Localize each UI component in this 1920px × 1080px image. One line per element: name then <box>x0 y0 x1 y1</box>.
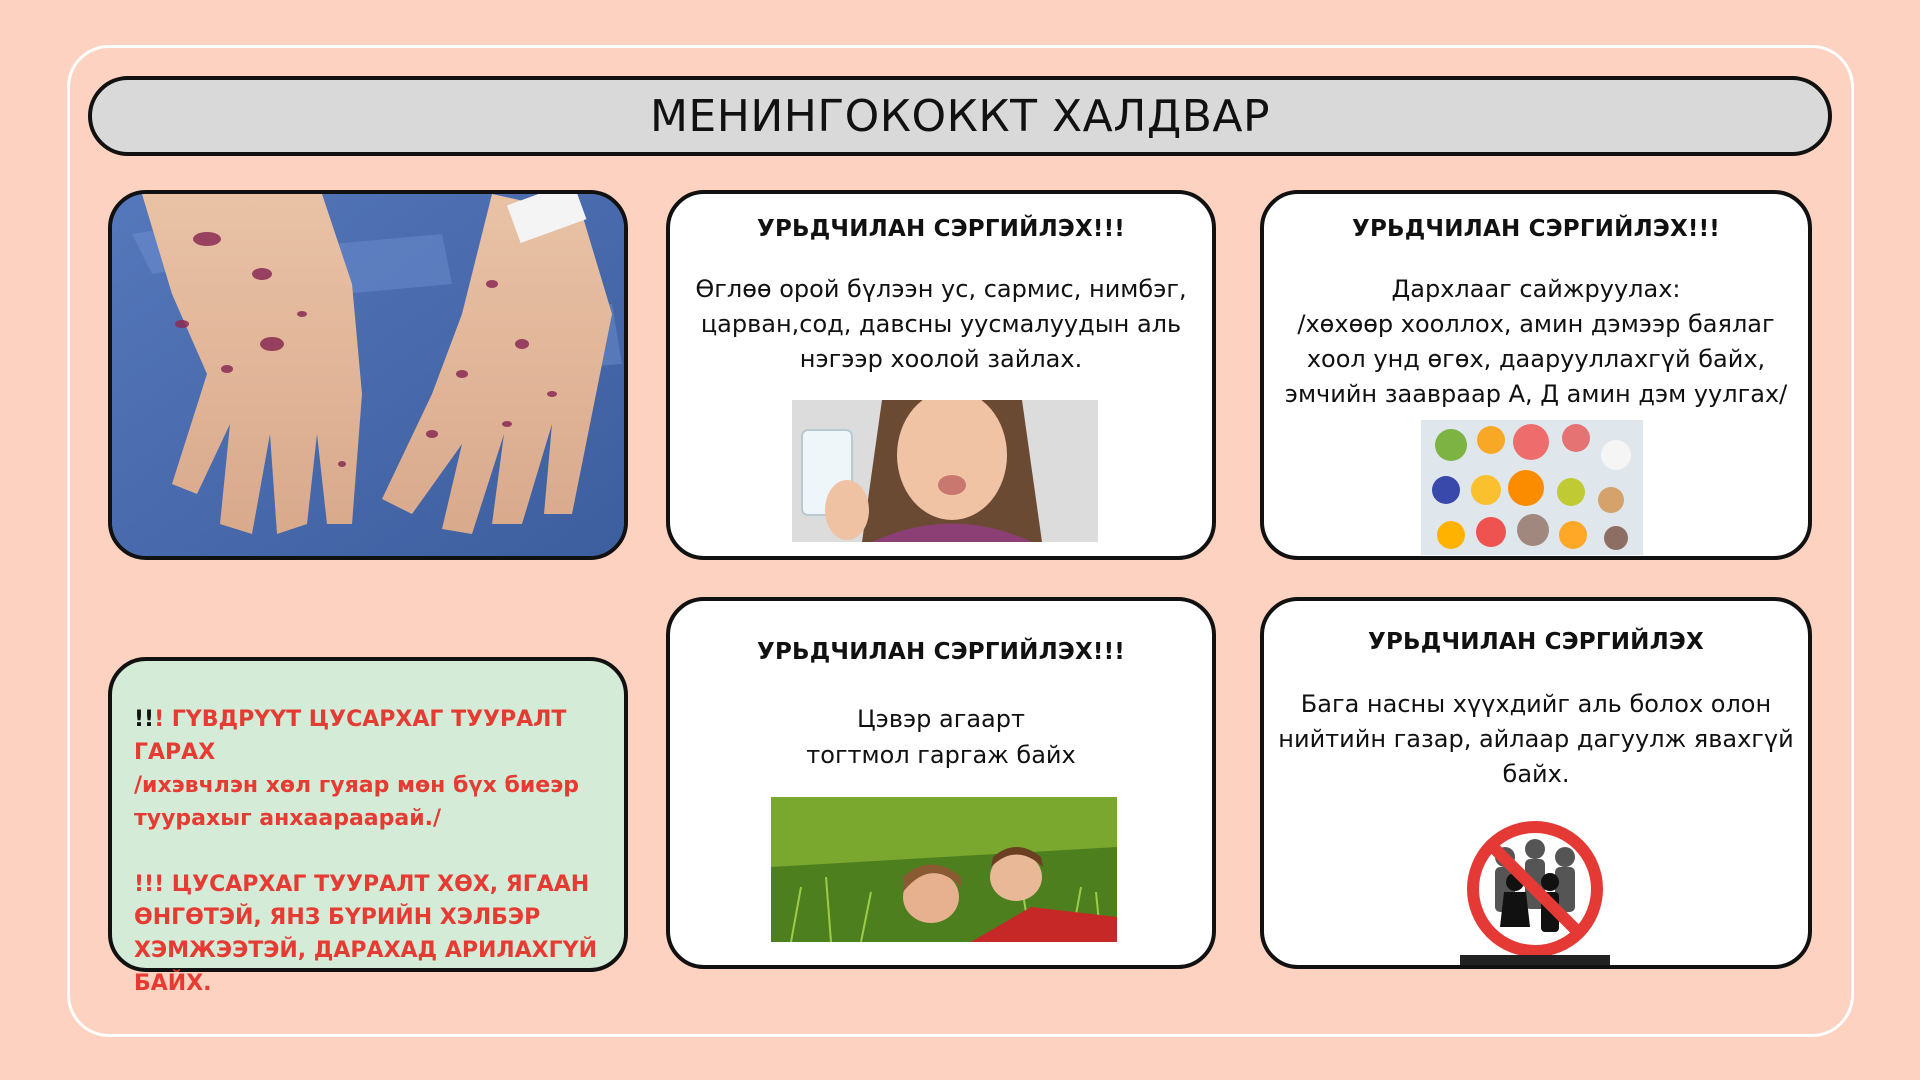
card-heading: УРЬДЧИЛАН СЭРГИЙЛЭХ!!! <box>757 216 1125 242</box>
card-body: Дархлааг сайжруулах: /хөхөөр хооллох, амин дэмээр баялаг хоол унд өгөх, даарууллахгүй байх, эмчийн заавраар А, Д амин дэм уулгах/ <box>1284 275 1788 408</box>
fruits-vitamins-photo <box>1421 420 1643 555</box>
children-on-grass-photo <box>771 797 1117 942</box>
warning-line-2: !!! ЦУСАРХАГ ТУУРАЛТ ХӨХ, ЯГААН ӨНГӨТЭЙ, ЯНЗ БҮРИЙН ХЭЛБЭР ХЭМЖЭЭТЭЙ, ДАРАХАД АРИЛАХГҮЙ БАЙХ. <box>134 872 597 996</box>
warning-prefix: !! <box>134 707 155 732</box>
prevention-card-gargle <box>666 190 1216 560</box>
warning-card <box>108 657 628 996</box>
rash-hands-illustration <box>112 194 628 560</box>
warning-line-1 <box>134 703 606 835</box>
prevention-card-immunity <box>1260 190 1812 560</box>
card-body: Бага насны хүүхдийг аль болох олон нийтийн газар, айлаар дагуулж явахгүй байх. <box>1278 690 1794 788</box>
woman-gargling-photo <box>792 400 1098 542</box>
title-banner <box>88 76 1832 156</box>
prevention-card-avoid-crowds <box>1260 597 1812 969</box>
prevention-card-fresh-air <box>666 597 1216 969</box>
no-crowd-sign-icon <box>1460 817 1610 967</box>
warning-line-1-text: ! ГҮВДРҮҮТ ЦУСАРХАГ ТУУРАЛТ ГАРАХ /ихэвчлэн хөл гуяар мөн бүх биеэр туурахыг анхаараарай./ <box>134 707 580 831</box>
card-heading: УРЬДЧИЛАН СЭРГИЙЛЭХ!!! <box>1352 216 1720 242</box>
card-heading: УРЬДЧИЛАН СЭРГИЙЛЭХ <box>1368 629 1704 655</box>
card-heading: УРЬДЧИЛАН СЭРГИЙЛЭХ!!! <box>757 639 1125 665</box>
page-title: МЕНИНГОКОККТ ХАЛДВАР <box>649 90 1271 142</box>
card-body: Цэвэр агаарт тогтмол гаргаж байх <box>806 705 1076 769</box>
rash-hands-photo <box>108 190 628 560</box>
card-body: Өглөө орой бүлээн ус, сармис, нимбэг, царван,сод, давсны уусмалуудын аль нэгээр хоолой зайлах. <box>695 275 1187 373</box>
